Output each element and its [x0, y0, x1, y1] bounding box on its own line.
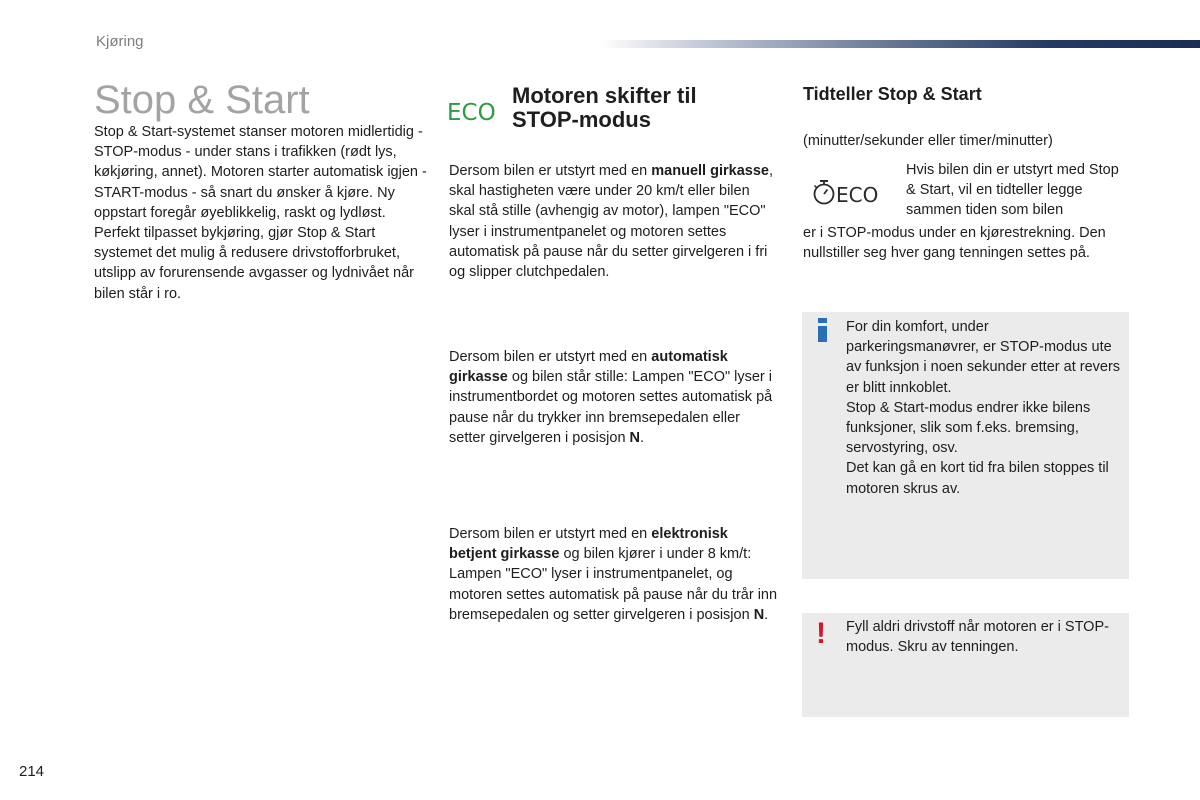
electronic-gearbox-paragraph: Dersom bilen er utstyrt med en elektronisk betjent girkasse og bilen kjører i under 8 km/t: Lampen "ECO" lyser i instrumentpanelet, og motoren settes automatisk på pause når du trår inn bremsepedalen og setter girvelgeren i posisjon N. — [449, 526, 778, 623]
stop-mode-heading — [512, 84, 697, 132]
page-number: 214 — [19, 763, 45, 780]
stop-mode-heading-line-2: STOP-modus — [512, 107, 651, 132]
info-note-paragraph-2: Stop & Start-modus endrer ikke bilens funksjoner, slik som f.eks. bremsing, servostyring, osv. — [846, 399, 1091, 457]
automatic-gearbox-paragraph: Dersom bilen er utstyrt med en automatisk girkasse og bilen står stille: Lampen "ECO" lyser i instrumentbordet og motoren settes automatisk på pause når du trykker inn bremsepedalen eller setter girvelgeren i posisjon N. — [449, 349, 773, 446]
info-note-paragraph-1: For din komfort, under parkeringsmanøvrer, er STOP-modus ute av funksjon i noen sekunder etter at revers er blitt innkoblet. — [846, 319, 1121, 396]
eco-icon-label: ECO — [447, 100, 496, 124]
info-icon — [818, 318, 827, 342]
eco-icon — [446, 98, 502, 129]
timer-paragraph-2: er i STOP-modus under en kjørestrekning. Den nullstiller seg hver gang tenningen settes på. — [803, 225, 1106, 262]
info-note-text — [846, 317, 1121, 499]
header-bar — [600, 40, 1200, 48]
warning-icon: ! — [816, 617, 826, 650]
timer-paragraph-1: Hvis bilen din er utstyrt med Stop & Start, vil en tidteller legge sammen tiden som bilen — [906, 162, 1119, 219]
stopwatch-eco-label: ECO — [836, 183, 879, 207]
stop-mode-heading-line-1: Motoren skifter til — [512, 83, 697, 108]
warning-note-text: Fyll aldri drivstoff når motoren er i STOP-modus. Skru av tenningen. — [846, 619, 1109, 656]
intro-paragraph-2: Perfekt tilpasset bykjøring, gjør Stop & Start systemet det mulig å redusere drivstofforbruket, utslipp av forurensende avgasser og lydnivået når bilen står i ro. — [94, 225, 414, 302]
intro-text — [94, 122, 429, 304]
intro-paragraph-1: Stop & Start-systemet stanser motoren midlertidig - STOP-modus - under stans i trafikken (rødt lys, køkjøring, annet). Motoren starter automatisk igjen - START-modus - så snart du ønsker å kjøre. Ny oppstart foregår øyeblikkelig, raskt og lydløst. — [94, 124, 427, 221]
stopwatch-eco-icon — [812, 178, 886, 213]
info-note-paragraph-3: Det kan gå en kort tid fra bilen stoppes til motoren skrus av. — [846, 460, 1109, 497]
timer-units: (minutter/sekunder eller timer/minutter) — [803, 133, 1053, 149]
timer-heading: Tidteller Stop & Start — [803, 84, 982, 104]
page-title: Stop & Start — [94, 78, 310, 122]
section-label: Kjøring — [96, 33, 144, 50]
manual-gearbox-paragraph: Dersom bilen er utstyrt med en manuell girkasse, skal hastigheten være under 20 km/t eller bilen skal stå stille (avhengig av motor), lampen "ECO" lyser i instrumentpanelet og motoren settes automatisk på pause når du setter girvelgeren i fri og slipper clutchpedalen. — [449, 163, 773, 281]
